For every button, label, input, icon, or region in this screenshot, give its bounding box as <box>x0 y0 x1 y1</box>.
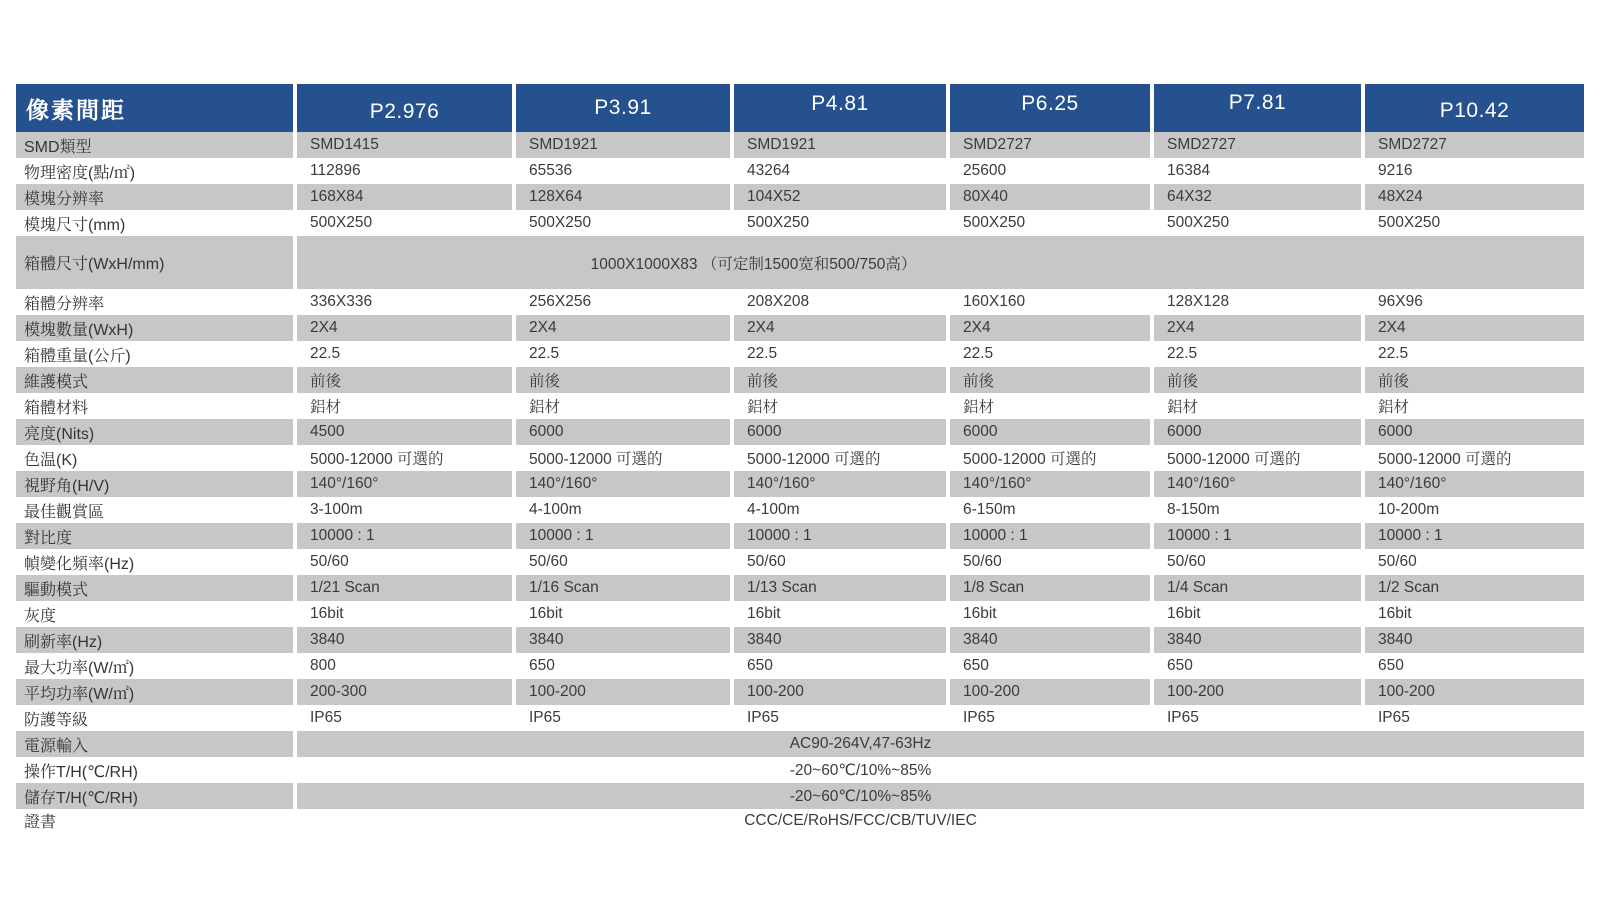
spec-value: 16bit <box>1154 601 1361 627</box>
spec-value: 43264 <box>734 158 946 184</box>
spec-value: 4500 <box>297 419 512 445</box>
spec-value: 50/60 <box>297 549 512 575</box>
spec-value: 鋁材 <box>297 393 512 419</box>
row-label: 灰度 <box>16 601 293 627</box>
spec-value: 1/2 Scan <box>1365 575 1584 601</box>
spec-value: 200-300 <box>297 679 512 705</box>
spec-value: 22.5 <box>1154 341 1361 367</box>
spec-value: IP65 <box>1154 705 1361 731</box>
spec-value: SMD1921 <box>734 132 946 158</box>
table-row <box>16 497 1584 523</box>
spec-value: 鋁材 <box>1365 393 1584 419</box>
table-row <box>16 575 1584 601</box>
spec-value: 8-150m <box>1154 497 1361 523</box>
spec-value: IP65 <box>297 705 512 731</box>
column-header <box>950 84 1150 132</box>
table-row <box>16 419 1584 445</box>
spec-value: 100-200 <box>516 679 730 705</box>
row-label: 亮度(Nits) <box>16 419 293 445</box>
spec-value: IP65 <box>1365 705 1584 731</box>
column-header <box>734 84 946 132</box>
table-row <box>16 549 1584 575</box>
table-header-row <box>16 84 1584 132</box>
span-value-text: AC90-264V,47-63Hz <box>789 735 932 752</box>
spec-value: 10000 : 1 <box>1365 523 1584 549</box>
spec-value: 104X52 <box>734 184 946 210</box>
spec-value: 50/60 <box>950 549 1150 575</box>
spec-value: 5000-12000 可選的 <box>297 445 512 471</box>
spec-value: 16384 <box>1154 158 1361 184</box>
spec-value: 650 <box>734 653 946 679</box>
spec-value: 鋁材 <box>516 393 730 419</box>
spec-value: 50/60 <box>1154 549 1361 575</box>
spec-value: 80X40 <box>950 184 1150 210</box>
row-label: 儲存T/H(℃/RH) <box>16 783 293 809</box>
spec-value: SMD1921 <box>516 132 730 158</box>
spec-value: 16bit <box>516 601 730 627</box>
spec-value: SMD1415 <box>297 132 512 158</box>
spec-value: 650 <box>516 653 730 679</box>
spec-value: 650 <box>950 653 1150 679</box>
spec-value: 208X208 <box>734 289 946 315</box>
spec-value: 4-100m <box>734 497 946 523</box>
row-label: SMD類型 <box>16 132 293 158</box>
spec-value: SMD2727 <box>1365 132 1584 158</box>
span-value-text: 1000X1000X83 （可定制1500宽和500/750高） <box>590 255 917 273</box>
spec-value: 10000 : 1 <box>950 523 1150 549</box>
spec-value: 140°/160° <box>516 471 730 497</box>
spec-value: 16bit <box>734 601 946 627</box>
spec-value: 140°/160° <box>1154 471 1361 497</box>
row-label: 物理密度(點/㎡) <box>16 158 293 184</box>
spec-value: 3840 <box>1365 627 1584 653</box>
row-label: 刷新率(Hz) <box>16 627 293 653</box>
spec-value: 500X250 <box>950 210 1150 236</box>
spec-value: 鋁材 <box>734 393 946 419</box>
spec-value: IP65 <box>734 705 946 731</box>
spec-value: 10-200m <box>1365 497 1584 523</box>
spec-value: 500X250 <box>734 210 946 236</box>
span-value <box>297 783 1584 809</box>
row-label: 幀變化頻率(Hz) <box>16 549 293 575</box>
row-label: 模塊尺寸(mm) <box>16 210 293 236</box>
spec-value: SMD2727 <box>1154 132 1361 158</box>
spec-value: 22.5 <box>734 341 946 367</box>
table-row <box>16 705 1584 731</box>
spec-value: 2X4 <box>1154 315 1361 341</box>
table-row <box>16 184 1584 210</box>
row-label: 模塊分辨率 <box>16 184 293 210</box>
span-value <box>297 757 1584 783</box>
column-header-label: P6.25 <box>1021 92 1079 115</box>
row-label: 最佳觀賞區 <box>16 497 293 523</box>
span-value <box>297 731 1584 757</box>
table-row <box>16 315 1584 341</box>
spec-value: 1/21 Scan <box>297 575 512 601</box>
spec-value: 2X4 <box>516 315 730 341</box>
spec-value: 前後 <box>1154 367 1361 393</box>
row-label: 模塊數量(WxH) <box>16 315 293 341</box>
spec-value: 6000 <box>1365 419 1584 445</box>
row-label: 箱體分辨率 <box>16 289 293 315</box>
spec-value: 2X4 <box>1365 315 1584 341</box>
row-label: 驅動模式 <box>16 575 293 601</box>
column-header <box>1154 84 1361 132</box>
column-header-label: P4.81 <box>811 92 869 115</box>
spec-value: 16bit <box>297 601 512 627</box>
column-header <box>297 84 512 132</box>
span-value <box>297 809 1584 832</box>
spec-value: 5000-12000 可選的 <box>1365 445 1584 471</box>
row-label: 色温(K) <box>16 445 293 471</box>
table-row <box>16 158 1584 184</box>
spec-value: 2X4 <box>297 315 512 341</box>
table-row <box>16 809 1584 832</box>
spec-value: 1/4 Scan <box>1154 575 1361 601</box>
row-label: 操作T/H(℃/RH) <box>16 757 293 783</box>
table-row <box>16 341 1584 367</box>
table-row <box>16 679 1584 705</box>
spec-value: 22.5 <box>1365 341 1584 367</box>
spec-value: 48X24 <box>1365 184 1584 210</box>
spec-value: 22.5 <box>297 341 512 367</box>
spec-value: 10000 : 1 <box>1154 523 1361 549</box>
table-row <box>16 731 1584 757</box>
spec-value: 5000-12000 可選的 <box>950 445 1150 471</box>
spec-value: 50/60 <box>1365 549 1584 575</box>
spec-value: 6000 <box>734 419 946 445</box>
spec-value: 650 <box>1365 653 1584 679</box>
spec-value: IP65 <box>950 705 1150 731</box>
spec-table <box>16 84 1584 832</box>
spec-value: 25600 <box>950 158 1150 184</box>
table-row <box>16 445 1584 471</box>
spec-value: 64X32 <box>1154 184 1361 210</box>
spec-value: 1/13 Scan <box>734 575 946 601</box>
column-header-label: P2.976 <box>369 100 440 123</box>
spec-value: 3-100m <box>297 497 512 523</box>
corner-header <box>16 84 293 132</box>
row-label: 箱體材料 <box>16 393 293 419</box>
spec-value: 3840 <box>950 627 1150 653</box>
spec-value: 3840 <box>297 627 512 653</box>
spec-value: 前後 <box>950 367 1150 393</box>
spec-value: 112896 <box>297 158 512 184</box>
span-value-text: -20~60℃/10%~85% <box>789 787 932 805</box>
column-header-label: P3.91 <box>594 96 652 119</box>
spec-value: 3840 <box>516 627 730 653</box>
spec-value: 256X256 <box>516 289 730 315</box>
spec-value: 336X336 <box>297 289 512 315</box>
spec-value: 10000 : 1 <box>734 523 946 549</box>
table-row <box>16 601 1584 627</box>
spec-value: 前後 <box>734 367 946 393</box>
spec-value: 4-100m <box>516 497 730 523</box>
spec-value: 1/16 Scan <box>516 575 730 601</box>
row-label: 證書 <box>16 809 293 832</box>
row-label: 箱體尺寸(WxH/mm) <box>16 236 293 289</box>
spec-value: 500X250 <box>1365 210 1584 236</box>
row-label: 對比度 <box>16 523 293 549</box>
table-row <box>16 393 1584 419</box>
span-value-text: -20~60℃/10%~85% <box>789 761 932 779</box>
spec-value: 16bit <box>1365 601 1584 627</box>
spec-value: 128X64 <box>516 184 730 210</box>
table-row <box>16 653 1584 679</box>
table-row <box>16 210 1584 236</box>
spec-value: 22.5 <box>516 341 730 367</box>
spec-value: 96X96 <box>1365 289 1584 315</box>
column-header <box>516 84 730 132</box>
spec-value: 650 <box>1154 653 1361 679</box>
spec-value: 5000-12000 可選的 <box>734 445 946 471</box>
table-row <box>16 132 1584 158</box>
row-label: 平均功率(W/㎡) <box>16 679 293 705</box>
spec-value: 前後 <box>1365 367 1584 393</box>
table-row <box>16 523 1584 549</box>
column-header-label: P10.42 <box>1439 99 1510 122</box>
spec-value: 100-200 <box>950 679 1150 705</box>
spec-value: 前後 <box>516 367 730 393</box>
spec-value: 100-200 <box>1154 679 1361 705</box>
column-header-label: P7.81 <box>1228 91 1287 114</box>
spec-value: 140°/160° <box>950 471 1150 497</box>
spec-value: 6000 <box>950 419 1150 445</box>
spec-value: 50/60 <box>516 549 730 575</box>
spec-value: 128X128 <box>1154 289 1361 315</box>
spec-value: 140°/160° <box>1365 471 1584 497</box>
spec-value: 800 <box>297 653 512 679</box>
spec-value: 168X84 <box>297 184 512 210</box>
row-label: 最大功率(W/㎡) <box>16 653 293 679</box>
spec-value: 65536 <box>516 158 730 184</box>
row-label: 維護模式 <box>16 367 293 393</box>
table-row <box>16 627 1584 653</box>
spec-value: 6-150m <box>950 497 1150 523</box>
spec-value: 5000-12000 可選的 <box>1154 445 1361 471</box>
spec-value: 9216 <box>1365 158 1584 184</box>
spec-value: 2X4 <box>734 315 946 341</box>
spec-value: 22.5 <box>950 341 1150 367</box>
spec-value: 500X250 <box>1154 210 1361 236</box>
table-row <box>16 783 1584 809</box>
corner-header-label: 像素間距 <box>26 96 126 123</box>
row-label: 箱體重量(公斤) <box>16 341 293 367</box>
span-value-text: CCC/CE/RoHS/FCC/CB/TUV/IEC <box>744 811 977 829</box>
row-label: 視野角(H/V) <box>16 471 293 497</box>
row-label: 電源輸入 <box>16 731 293 757</box>
spec-value: 3840 <box>1154 627 1361 653</box>
spec-value: 10000 : 1 <box>297 523 512 549</box>
spec-value: 140°/160° <box>297 471 512 497</box>
spec-value: 16bit <box>950 601 1150 627</box>
table-row <box>16 471 1584 497</box>
spec-value: 10000 : 1 <box>516 523 730 549</box>
spec-value: 5000-12000 可選的 <box>516 445 730 471</box>
table-row <box>16 367 1584 393</box>
spec-value: 1/8 Scan <box>950 575 1150 601</box>
spec-value: 2X4 <box>950 315 1150 341</box>
span-value <box>297 236 1584 289</box>
spec-value: 140°/160° <box>734 471 946 497</box>
spec-value: 160X160 <box>950 289 1150 315</box>
spec-value: IP65 <box>516 705 730 731</box>
column-header <box>1365 84 1584 132</box>
spec-value: 鋁材 <box>950 393 1150 419</box>
spec-value: SMD2727 <box>950 132 1150 158</box>
spec-value: 500X250 <box>297 210 512 236</box>
table-row <box>16 757 1584 783</box>
spec-value: 50/60 <box>734 549 946 575</box>
spec-value: 6000 <box>516 419 730 445</box>
row-label: 防護等級 <box>16 705 293 731</box>
spec-value: 100-200 <box>734 679 946 705</box>
table-row <box>16 236 1584 289</box>
spec-value: 100-200 <box>1365 679 1584 705</box>
spec-value: 3840 <box>734 627 946 653</box>
spec-value: 鋁材 <box>1154 393 1361 419</box>
spec-value: 6000 <box>1154 419 1361 445</box>
spec-value: 500X250 <box>516 210 730 236</box>
spec-value: 前後 <box>297 367 512 393</box>
table-row <box>16 289 1584 315</box>
